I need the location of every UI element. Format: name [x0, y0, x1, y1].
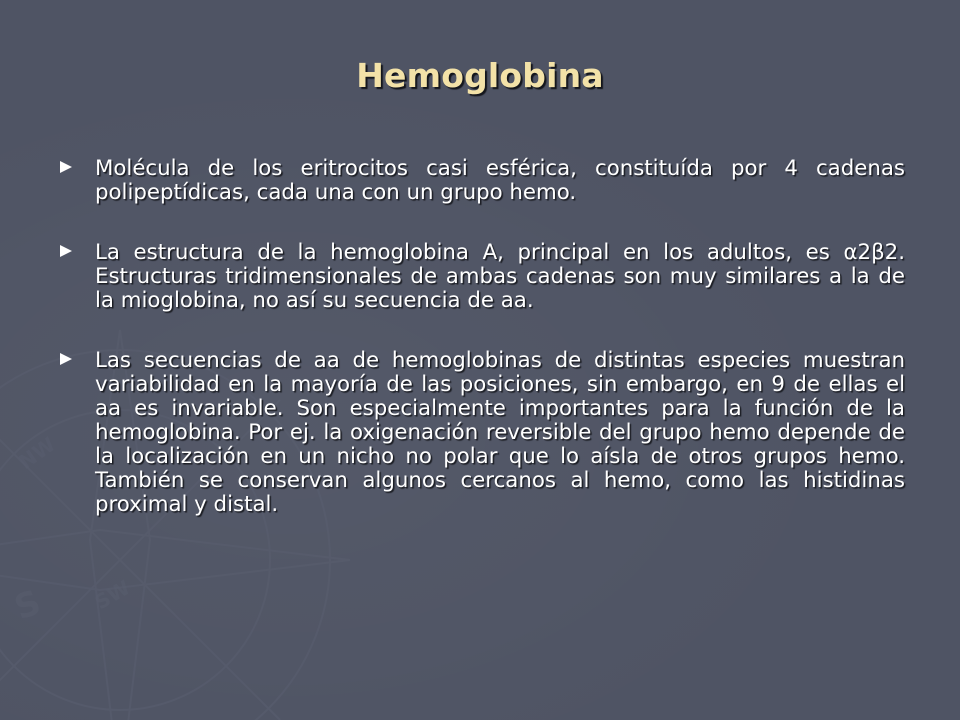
- slide-title: Hemoglobina: [356, 56, 604, 95]
- bullet-item: [60, 349, 905, 517]
- triangle-bullet-icon: [60, 245, 72, 257]
- svg-text:NW: NW: [14, 432, 60, 475]
- triangle-bullet-icon: [60, 161, 72, 173]
- triangle-bullet-icon: [60, 353, 72, 365]
- bullet-text: Molécula de los eritrocitos casi esférica, constituída por 4 cadenas polipeptídicas, cada una con un grupo hemo.: [95, 156, 905, 205]
- bullet-item: [60, 157, 905, 205]
- bullet-list: [60, 157, 905, 553]
- svg-text:SW: SW: [90, 575, 135, 615]
- bullet-text: Las secuencias de aa de hemoglobinas de distintas especies muestran variabilidad en la mayoría de las posiciones, sin embargo, en 9 de ellas el aa es invariable. Son especialmente importantes para la función de la hemoglobina. Por ej. la oxigenación reversible del grupo hemo depende de la localización en un nicho no polar que lo aísla de otros grupos hemo. También se conservan algunos cercanos al hemo, como las histidinas proximal y distal.: [95, 348, 905, 517]
- bullet-item: [60, 241, 905, 313]
- svg-text:S: S: [9, 582, 47, 629]
- bullet-text: La estructura de la hemoglobina A, principal en los adultos, es α2β2. Estructuras tridimensionales de ambas cadenas son muy similares a la de la mioglobina, no así su secuencia de aa.: [95, 240, 905, 313]
